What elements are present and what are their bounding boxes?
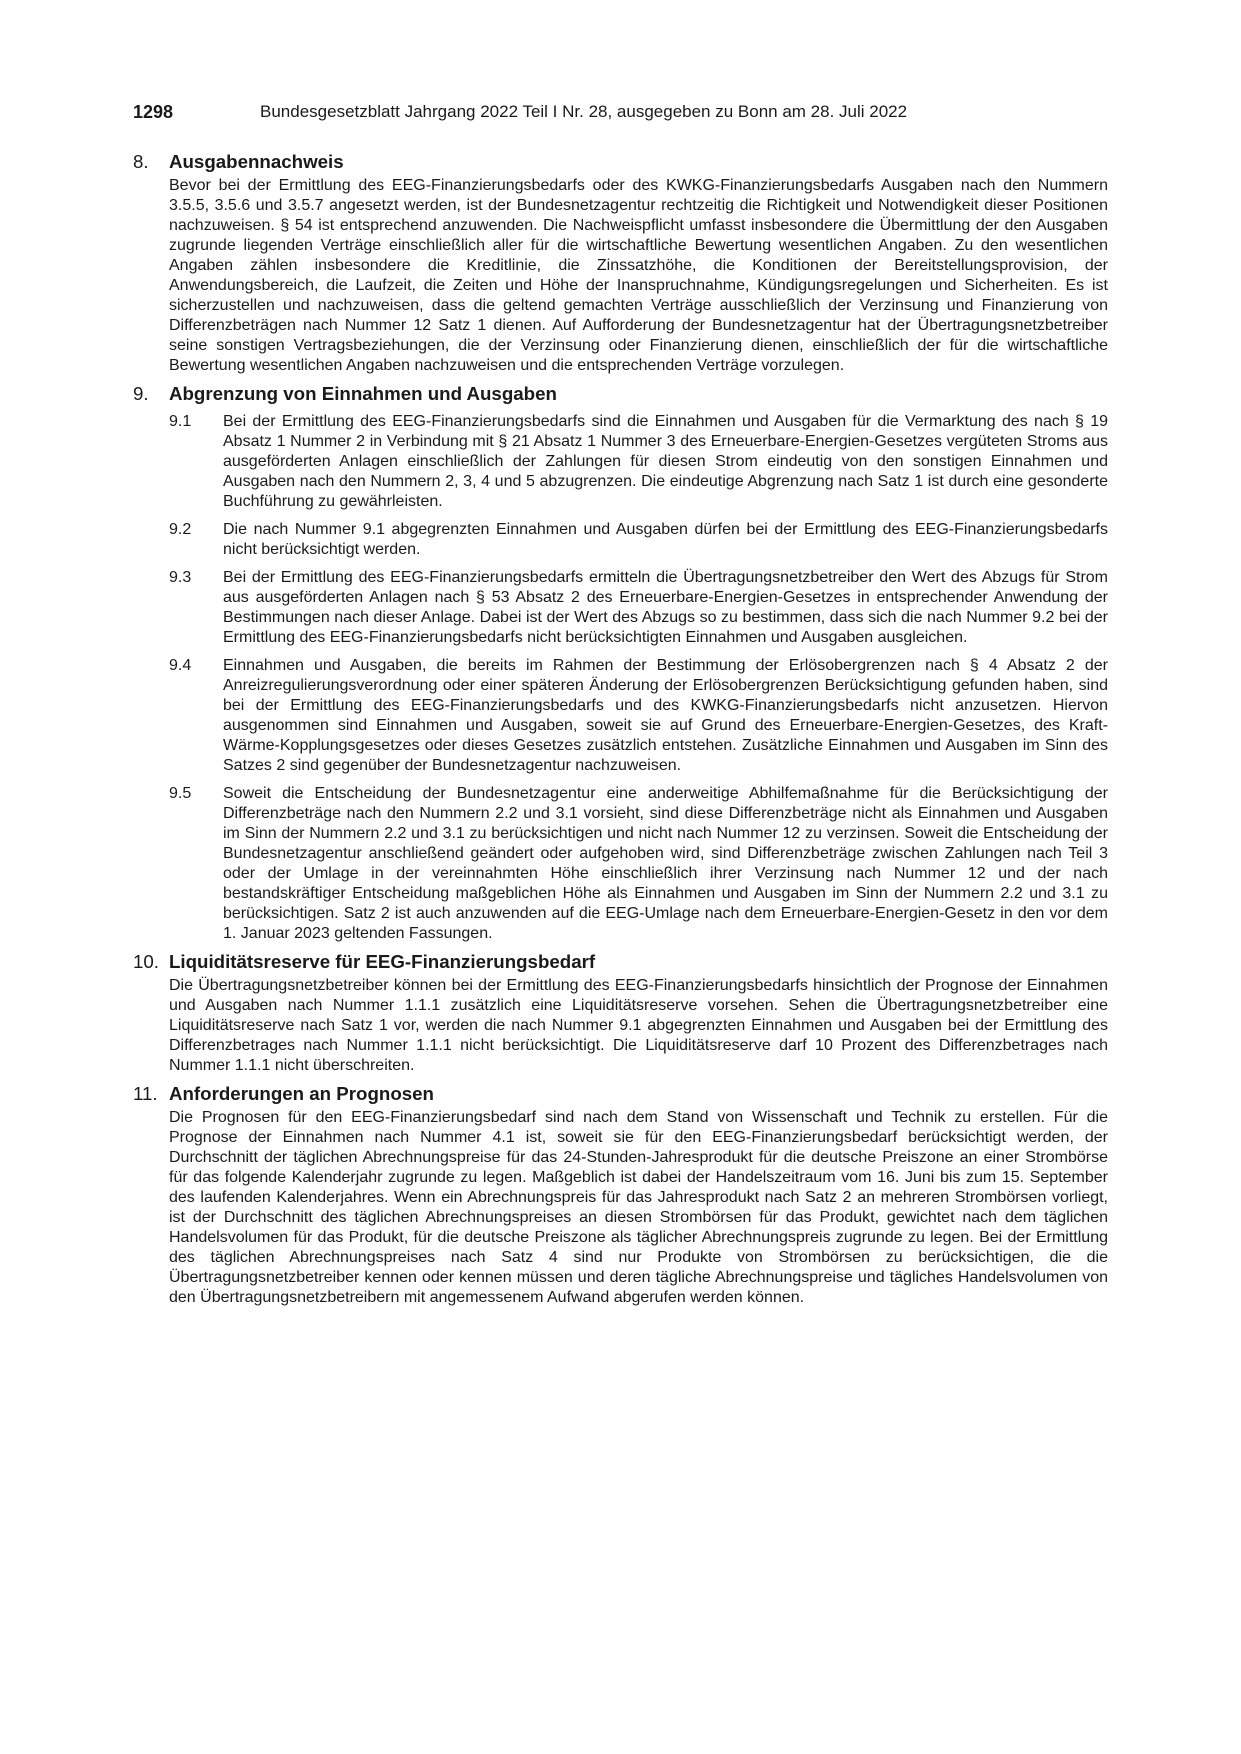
subsection-9-1: [169, 412, 1108, 512]
section-heading: [133, 1084, 1108, 1104]
section-paragraph: Bevor bei der Ermittlung des EEG-Finanzierungsbedarfs oder des KWKG-Finanzierungsbedarfs Ausgaben nach den Nummern 3.5.5, 3.5.6 und 3.5.7 angesetzt werden, ist der Bundesnetzagentur rechtzeitig die Richtigkeit und Notwendigkeit dieser Positionen nachzuweisen. § 54 ist entsprechend anzuwenden. Die Nachweispflicht umfasst insbesondere die Übermittlung der den Ausgaben zugrunde liegenden Verträge einschließlich aller für die wirtschaftliche Bewertung wesentlichen Angaben. Zu den wesentlichen Angaben zählen insbesondere die Kreditlinie, die Zinssatzhöhe, die Konditionen der Bereitstellungsprovision, der Anwendungsbereich, die Laufzeit, die Zeiten und Höhe der Inanspruchnahme, Kündigungsregelungen und Sicherheiten. Es ist sicherzustellen und nachzuweisen, dass die geltend gemachten Verträge ausschließlich der Verzinsung und Finanzierung von Differenzbeträgen nach Nummer 12 Satz 1 dienen. Auf Aufforderung der Bundesnetzagentur hat der Übertragungsnetzbetreiber seine sonstigen Vertragsbeziehungen, die der Verzinsung oder Finanzierung dienen, einschließlich der für die wirtschaftliche Bewertung wesentlichen Angaben nachzuweisen und die entsprechenden Verträge vorzulegen.: [169, 177, 1108, 374]
subsection-text: Einnahmen und Ausgaben, die bereits im Rahmen der Bestimmung der Erlösobergrenzen nach § 4 Absatz 2 der Anreizregulierungsverordnung oder einer späteren Änderung der Erlösobergrenzen Berücksichtigung gefunden haben, sind bei der Ermittlung des EEG-Finanzierungsbedarfs und des KWKG-Finanzierungsbedarfs nicht anzusetzen. Hiervon ausgenommen sind Einnahmen und Ausgaben, soweit sie auf Grund des Erneuerbare-Energien-Gesetzes, des Kraft-Wärme-Kopplungsgesetzes oder dieses Gesetzes zusätzlich entstehen. Zusätzliche Einnahmen und Ausgaben im Sinn des Satzes 2 sind gegenüber der Bundesnetzagentur nachzuweisen.: [223, 657, 1108, 774]
section-heading: [133, 384, 1108, 404]
section-title: Ausgabennachweis: [169, 151, 344, 172]
section-paragraph: Die Prognosen für den EEG-Finanzierungsbedarf sind nach dem Stand von Wissenschaft und Technik zu erstellen. Für die Prognose der Einnahmen nach Nummer 4.1 ist, soweit sie für den EEG-Finanzierungsbedarf berücksichtigt werden, der Durchschnitt der täglichen Abrechnungspreise für das 24-Stunden-Jahresprodukt für die deutsche Preiszone an einer Strombörse für das folgende Kalenderjahr zugrunde zu legen. Maßgeblich ist dabei der Handelszeitraum vom 16. Juni bis zum 15. September des laufenden Kalenderjahres. Wenn ein Abrechnungspreis für das Jahresprodukt nach Satz 2 an mehreren Strombörsen vorliegt, ist der Durchschnitt des täglichen Abrechnungspreises an diesen Strombörsen für das Produkt, gewichtet nach dem täglichen Handelsvolumen für das Produkt, für die deutsche Preiszone als täglicher Abrechnungspreis zugrunde zu legen. Bei der Ermittlung des täglichen Abrechnungspreises nach Satz 4 sind nur Produkte von Strombörsen zu berücksichtigen, die die Übertragungsnetzbetreiber kennen oder kennen müssen und deren tägliche Abrechnungspreise und tägliches Handelsvolumen von den Übertragungsnetzbetreibern mit angemessenem Aufwand abgerufen werden können.: [169, 1109, 1108, 1306]
page-header: [133, 100, 1109, 126]
section-title: Anforderungen an Prognosen: [169, 1083, 434, 1104]
document-body: [133, 152, 1108, 1308]
subsection-9-3: [169, 568, 1108, 648]
subsection-text: Bei der Ermittlung des EEG-Finanzierungsbedarfs ermitteln die Übertragungsnetzbetreiber den Wert des Abzugs für Strom aus ausgeförderten Anlagen nach § 53 Absatz 2 des Erneuerbare-Energien-Gesetzes in entsprechender Anwendung der Bestimmungen nach dieser Anlage. Dabei ist der Wert des Abzugs so zu bestimmen, dass sich die nach Nummer 9.2 bei der Ermittlung des EEG-Finanzierungsbedarfs nicht berücksichtigten Einnahmen und Ausgaben ausgleichen.: [223, 569, 1108, 646]
section-title: Abgrenzung von Einnahmen und Ausgaben: [169, 383, 557, 404]
subsection-9-2: [169, 520, 1108, 560]
section-number: 11.: [133, 1083, 158, 1104]
section-11: [133, 1084, 1108, 1308]
running-head: Bundesgesetzblatt Jahrgang 2022 Teil I Nr. 28, ausgegeben zu Bonn am 28. Juli 2022: [260, 102, 908, 121]
section-title: Liquiditätsreserve für EEG-Finanzierungsbedarf: [169, 951, 596, 972]
subsection-number: 9.1: [169, 413, 192, 430]
section-8: [133, 152, 1108, 376]
subsection-text: Bei der Ermittlung des EEG-Finanzierungsbedarfs sind die Einnahmen und Ausgaben für die Vermarktung des nach § 19 Absatz 1 Nummer 2 in Verbindung mit § 21 Absatz 1 Nummer 3 des Erneuerbare-Energien-Gesetzes vergüteten Stroms aus ausgeförderten Anlagen einschließlich der Zahlungen für diesen Strom eindeutig von den sonstigen Einnahmen und Ausgaben nach den Nummern 2, 3, 4 und 5 abzugrenzen. Die eindeutige Abgrenzung nach Satz 1 ist durch eine gesonderte Buchführung zu gewährleisten.: [223, 413, 1108, 510]
page-number: 1298: [133, 102, 174, 122]
section-number: 9.: [133, 383, 149, 404]
section-heading: [133, 152, 1108, 172]
subsection-number: 9.2: [169, 521, 192, 538]
subsection-number: 9.5: [169, 785, 192, 802]
section-10: [133, 952, 1108, 1076]
subsection-text: Die nach Nummer 9.1 abgegrenzten Einnahmen und Ausgaben dürfen bei der Ermittlung des EEG-Finanzierungsbedarfs nicht berücksichtigt werden.: [223, 521, 1108, 558]
section-number: 10.: [133, 951, 159, 972]
section-heading: [133, 952, 1108, 972]
subsection-9-4: [169, 656, 1108, 776]
section-paragraph: Die Übertragungsnetzbetreiber können bei der Ermittlung des EEG-Finanzierungsbedarfs hinsichtlich der Prognose der Einnahmen und Ausgaben nach Nummer 1.1.1 zusätzlich eine Liquiditätsreserve vorsehen. Sehen die Übertragungsnetzbetreiber eine Liquiditätsreserve nach Satz 1 vor, werden die nach Nummer 9.1 abgegrenzten Einnahmen und Ausgaben bei der Ermittlung des Differenzbetrages nach Nummer 1.1.1 nicht berücksichtigt. Die Liquiditätsreserve darf 10 Prozent des Differenzbetrages nach Nummer 1.1.1 nicht überschreiten.: [169, 977, 1108, 1074]
subsection-number: 9.4: [169, 657, 192, 674]
subsection-number: 9.3: [169, 569, 192, 586]
section-9: [133, 384, 1108, 944]
subsection-text: Soweit die Entscheidung der Bundesnetzagentur eine anderweitige Abhilfemaßnahme für die Berücksichtigung der Differenzbeträge nach den Nummern 2.2 und 3.1 vorsieht, sind diese Differenzbeträge nicht als Einnahmen und Ausgaben im Sinn der Nummern 2.2 und 3.1 zu berücksichtigen und nicht nach Nummer 12 zu verzinsen. Soweit die Entscheidung der Bundesnetzagentur anschließend geändert oder aufgehoben wird, sind Differenzbeträge zwischen Zahlungen nach Teil 3 oder der Umlage in der vereinnahmten Höhe einschließlich ihrer Verzinsung nach Nummer 12 und der nach bestandskräftiger Entscheidung maßgeblichen Höhe als Einnahmen und Ausgaben im Sinn der Nummern 2.2 und 3.1 zu berücksichtigen. Satz 2 ist auch anzuwenden auf die EEG-Umlage nach dem Erneuerbare-Energien-Gesetz in den vor dem 1. Januar 2023 geltenden Fassungen.: [223, 785, 1108, 942]
section-number: 8.: [133, 151, 149, 172]
subsection-9-5: [169, 784, 1108, 944]
